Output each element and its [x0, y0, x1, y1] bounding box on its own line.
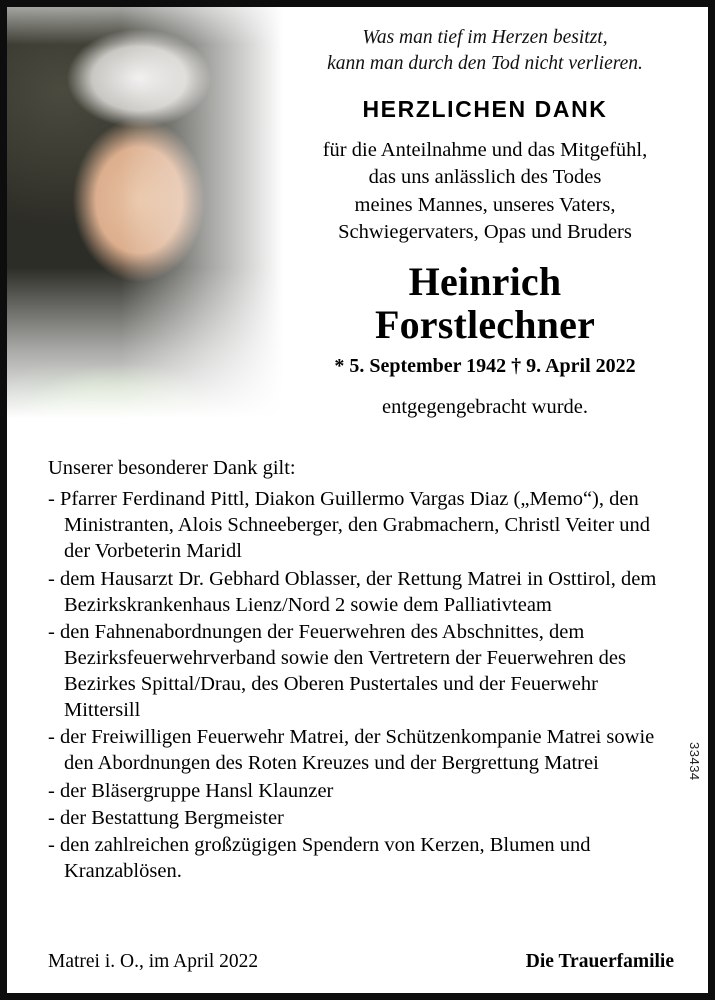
first-name: Heinrich — [408, 258, 562, 304]
last-name: Forstlechner — [374, 301, 596, 347]
list-item: - den Fahnenabordnungen der Feuerwehren des Abschnittes, dem Bezirksfeuerwehrverband sowie den Vertretern der Feuerwehren des Bezirkes Spittal/Drau, des Oberen Pustertales und der Feuerwehr Mittersill — [48, 620, 626, 722]
list-item: - der Bestattung Bergmeister — [48, 806, 284, 829]
portrait-photo — [7, 7, 307, 427]
motto — [265, 25, 705, 77]
closing-line: entgegengebracht wurde. — [381, 396, 589, 419]
thanks-title: HERZLICHEN DANK — [362, 95, 608, 122]
lead-text — [265, 137, 705, 247]
motto-line-1: Was man tief im Herzen besitzt, — [362, 27, 608, 48]
footer — [48, 951, 674, 973]
list-item: - Pfarrer Ferdinand Pittl, Diakon Guillermo Vargas Diaz („Memo“), den Ministranten, Alois Schneeberger, den Grabmachern, Christl Veiter und der Vorbeterin Maridl — [48, 488, 650, 563]
list-item: - der Bläsergruppe Hansl Klaunzer — [48, 779, 334, 802]
footer-signature: Die Trauerfamilie — [525, 951, 674, 972]
obituary-inner — [7, 7, 708, 993]
lead-line-2: das uns anlässlich des Todes — [368, 166, 602, 189]
motto-line-2: kann man durch den Tod nicht verlieren. — [327, 52, 643, 74]
thanks-list-intro: Unserer besonderer Dank gilt: — [48, 457, 296, 479]
thanks-body — [48, 455, 674, 885]
life-dates: * 5. September 1942 † 9. April 2022 — [334, 355, 636, 378]
thanks-list — [48, 486, 674, 884]
deceased-name — [265, 258, 705, 347]
photo-fade-bottom — [7, 7, 307, 427]
footer-place-date: Matrei i. O., im April 2022 — [48, 951, 259, 972]
lead-line-4: Schwiegervaters, Opas und Bruders — [338, 221, 632, 244]
lead-line-3: meines Mannes, unseres Vaters, — [354, 193, 616, 216]
lead-line-1: für die Anteilnahme und das Mitgefühl, — [322, 138, 648, 161]
header-block — [265, 25, 705, 419]
list-item: - der Freiwilligen Feuerwehr Matrei, der Schützenkompanie Matrei sowie den Abordnungen des Roten Kreuzes und der Bergrettung Matrei — [48, 726, 655, 775]
list-item: - den zahlreichen großzügigen Spendern von Kerzen, Blumen und Kranzablösen. — [48, 833, 591, 882]
list-item: - dem Hausarzt Dr. Gebhard Oblasser, der Rettung Matrei in Osttirol, dem Bezirkskrankenhaus Lienz/Nord 2 sowie dem Palliativteam — [48, 567, 657, 616]
print-reference-code: 33434 — [687, 742, 702, 781]
